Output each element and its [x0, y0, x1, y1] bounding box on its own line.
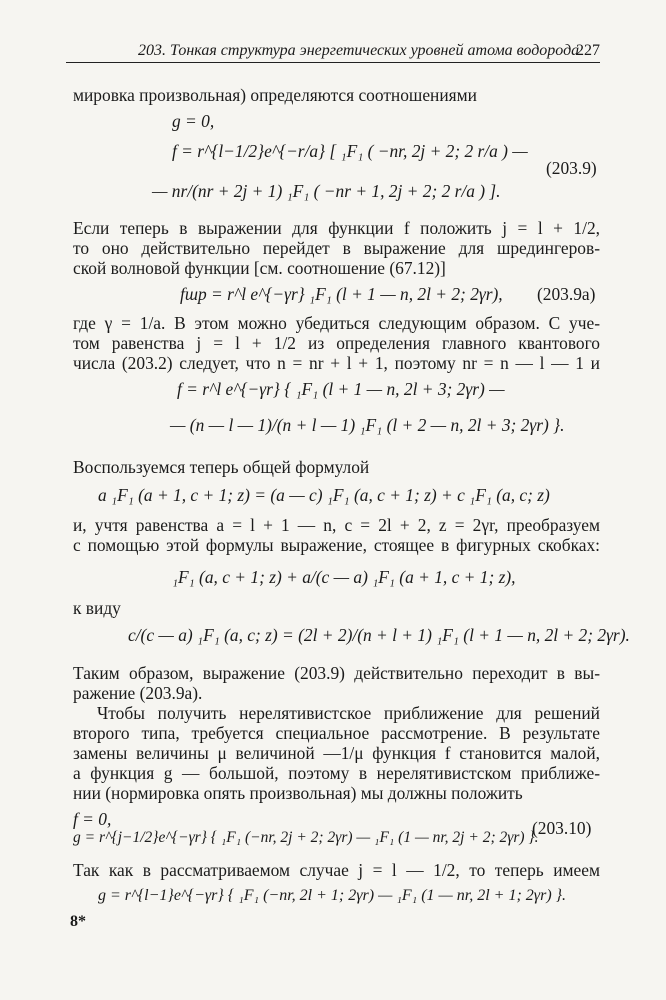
formula-line: fшр = r^l e^{−γr} ₁F₁ (l + 1 — n, 2l + 2; 2γr),	[180, 284, 503, 304]
equation-number: (203.9a)	[537, 284, 596, 304]
running-title: 203. Тонкая структура энергетических уровней атома водорода	[138, 42, 580, 59]
text-line: нии (нормировка опять произвольная) мы должны положить	[73, 783, 523, 803]
equation-number: (203.10)	[532, 818, 592, 838]
text-line: и, учтя равенства a = l + 1 — n, c = 2l + 2, z = 2γr, преобразуем	[73, 515, 600, 535]
text-line: Таким образом, выражение (203.9) действительно переходит в вы-	[73, 663, 600, 683]
text-line: числа (203.2) следует, что n = nr + l + 1, поэтому nr = n — l — 1 и	[73, 353, 600, 373]
text-line: том равенства j = l + 1/2 из определения главного квантового	[73, 333, 600, 353]
text-line: замены величины μ величиной —1/μ функция f становится малой,	[73, 743, 600, 763]
equation-number: (203.9)	[546, 158, 597, 178]
formula-line: — (n — l — 1)/(n + l — 1) ₁F₁ (l + 2 — n, 2l + 3; 2γr) }.	[170, 415, 565, 435]
running-header	[66, 40, 600, 63]
text-line: а функция g — большой, поэтому в нерелятивистском приближе-	[73, 763, 600, 783]
formula-line: ₁F₁ (a, c + 1; z) + a/(c — a) ₁F₁ (a + 1, c + 1; z),	[172, 567, 516, 587]
formula-line: g = r^{j−1/2}e^{−γr} { ₁F₁ (−nr, 2j + 2; 2γr) — ₁F₁ (1 — nr, 2j + 2; 2γr) }.	[73, 829, 539, 846]
text-line: то оно действительно перейдет в выражение для шредингеров-	[73, 238, 600, 258]
text-line: где γ = 1/a. В этом можно убедиться следующим образом. С уче-	[73, 313, 600, 333]
formula-line: g = 0,	[172, 111, 215, 131]
formula-line: a ₁F₁ (a + 1, c + 1; z) = (a — c) ₁F₁ (a, c + 1; z) + c ₁F₁ (a, c; z)	[98, 485, 550, 505]
text-line: Воспользуемся теперь общей формулой	[73, 457, 370, 477]
formula-line: g = r^{l−1}e^{−γr} { ₁F₁ (−nr, 2l + 1; 2γr) — ₁F₁ (1 — nr, 2l + 1; 2γr) }.	[98, 887, 567, 904]
formula-line: f = r^l e^{−γr} { ₁F₁ (l + 1 — n, 2l + 3; 2γr) —	[177, 379, 505, 399]
signature-mark: 8*	[70, 913, 86, 930]
formula-line: f = 0,	[73, 809, 112, 829]
text-line: Если теперь в выражении для функции f положить j = l + 1/2,	[73, 218, 600, 238]
text-line: мировка произвольная) определяются соотношениями	[73, 85, 477, 105]
text-line: Так как в рассматриваемом случае j = l — 1/2, то теперь имеем	[73, 860, 600, 880]
page-number: 227	[576, 42, 600, 59]
text-line: ской волновой функции [см. соотношение (67.12)]	[73, 258, 446, 278]
text-line: с помощью этой формулы выражение, стоящее в фигурных скобках:	[73, 535, 600, 555]
text-line: второго типа, требуется специальное рассмотрение. В результате	[73, 723, 600, 743]
formula-line: f = r^{l−1/2}e^{−r/a} [ ₁F₁ ( −nr, 2j + 2; 2 r/a ) —	[172, 141, 528, 161]
text-line: к виду	[73, 598, 121, 618]
formula-line: — nr/(nr + 2j + 1) ₁F₁ ( −nr + 1, 2j + 2; 2 r/a ) ].	[152, 181, 501, 201]
formula-line: c/(c — a) ₁F₁ (a, c; z) = (2l + 2)/(n + l + 1) ₁F₁ (l + 1 — n, 2l + 2; 2γr).	[128, 625, 630, 645]
text-line: ражение (203.9a).	[73, 683, 203, 703]
text-line: Чтобы получить нерелятивистское приближение для решений	[97, 703, 600, 723]
